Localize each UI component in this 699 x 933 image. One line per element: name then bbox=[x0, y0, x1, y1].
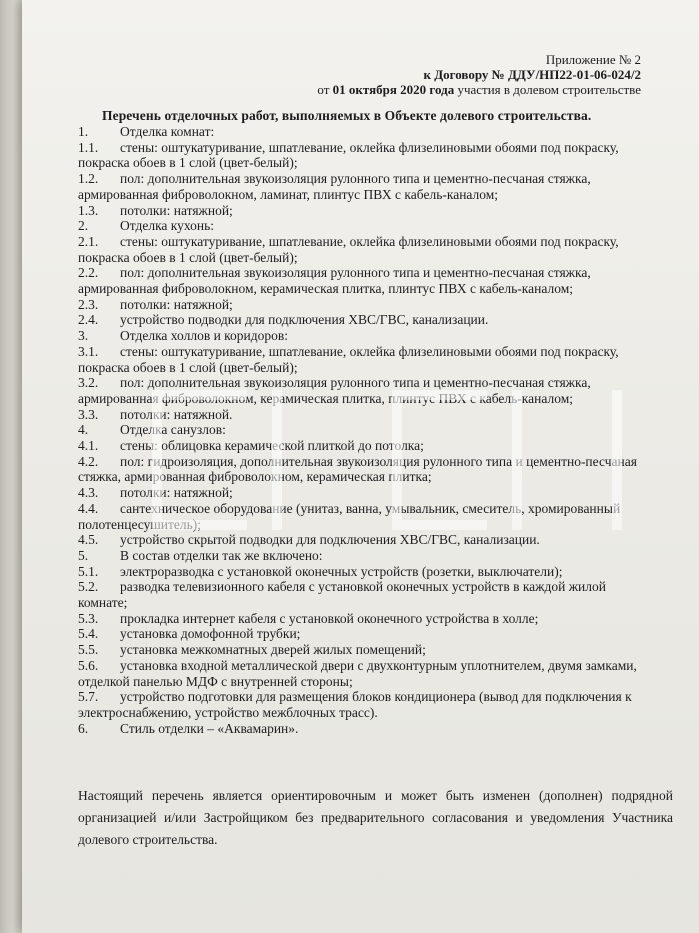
contract-date: 01 октября 2020 года bbox=[332, 82, 455, 97]
list-item bbox=[78, 642, 683, 658]
item-number: 5.3. bbox=[78, 610, 99, 626]
list-item bbox=[78, 344, 683, 360]
item-number: 2.4. bbox=[78, 312, 99, 328]
list-item bbox=[78, 391, 683, 407]
item-number: 2. bbox=[78, 218, 89, 234]
contract-number: к Договору № ДДУ/НП22-01-06-024/2 bbox=[423, 67, 641, 82]
item-number: 1.1. bbox=[78, 139, 99, 155]
list-item bbox=[78, 250, 683, 266]
contract-date-line: от 01 октября 2020 года участия в долевом строительстве bbox=[317, 82, 641, 97]
item-number: 4.2. bbox=[78, 453, 99, 469]
item-number: 1.3. bbox=[78, 202, 99, 218]
item-number: 1.2. bbox=[78, 171, 99, 187]
item-text: Стиль отделки – «Аквамарин». bbox=[120, 720, 299, 736]
item-number: 5.5. bbox=[78, 642, 99, 658]
item-text: прокладка интернет кабеля с установкой оконечного устройства в холле; bbox=[120, 610, 539, 626]
item-text: Отделка кухонь: bbox=[120, 218, 215, 234]
list-item bbox=[78, 234, 683, 250]
item-text: электроразводка с установкой оконечных устройств (розетки, выключатели); bbox=[120, 563, 563, 579]
item-number: 5. bbox=[78, 547, 89, 563]
item-text: стены: оштукатуривание, шпатлевание, оклейка флизелиновыми обоями под покраску, bbox=[120, 139, 619, 155]
list-item bbox=[78, 171, 683, 187]
item-number: 4.1. bbox=[78, 438, 99, 453]
item-number: 3.1. bbox=[78, 343, 99, 359]
item-number: 5.1. bbox=[78, 563, 99, 579]
item-text: пол: дополнительная звукоизоляция рулонного типа и цементно-песчаная стяжка, bbox=[120, 375, 591, 391]
list-item bbox=[78, 422, 683, 438]
item-text: стены: оштукатуривание, шпатлевание, оклейка флизелиновыми обоями под покраску, bbox=[120, 233, 619, 249]
document-page bbox=[22, 0, 699, 933]
item-text: установка входной металлической двери с двухконтурным уплотнителем, двумя замками, bbox=[120, 657, 637, 673]
item-text: полотенцесушитель); bbox=[78, 516, 201, 532]
list-item bbox=[78, 517, 683, 533]
item-number: 5.4. bbox=[78, 626, 99, 642]
item-number: 5.6. bbox=[78, 657, 99, 673]
list-item bbox=[78, 485, 683, 501]
list-item bbox=[78, 218, 683, 234]
item-text: В состав отделки так же включено: bbox=[120, 547, 323, 563]
list-item bbox=[78, 705, 683, 721]
item-text: установка межкомнатных дверей жилых помещений; bbox=[120, 642, 426, 658]
list-item bbox=[78, 611, 683, 627]
item-text: покраска обоев в 1 слой (цвет-белый); bbox=[78, 155, 298, 171]
list-item bbox=[78, 469, 683, 485]
item-text: устройство скрытой подводки для подключения ХВС/ГВС, канализации. bbox=[120, 532, 540, 548]
list-item bbox=[78, 328, 683, 344]
list-item bbox=[78, 532, 683, 548]
list-item bbox=[78, 187, 683, 203]
item-text: армированная фиброволокном, керамическая плитка, плинтус ПВХ с кабель-каналом; bbox=[78, 281, 573, 296]
list-item bbox=[78, 407, 683, 423]
list-item bbox=[78, 360, 683, 376]
item-text: пол: дополнительная звукоизоляция рулонного типа и цементно-песчаная стяжка, bbox=[120, 265, 591, 281]
list-item bbox=[78, 281, 683, 297]
list-item bbox=[78, 658, 683, 674]
list-item bbox=[78, 140, 683, 156]
item-number: 4.4. bbox=[78, 500, 99, 516]
item-text: электроснабжению, устройство межблочных трасс). bbox=[78, 704, 378, 720]
item-text: стяжка, армированная фиброволокном, керамическая плитка; bbox=[78, 469, 432, 485]
disclaimer-text: Настоящий перечень является ориентировочным и может быть изменен (дополнен) подрядной организацией и/или Застройщиком без предварительного согласования и уведомления Участника долевого строительства. bbox=[78, 788, 673, 847]
item-text: пол: гидроизоляция, дополнительная звукоизоляция рулонного типа и цементно-песчаная bbox=[120, 453, 637, 469]
list-item bbox=[78, 595, 683, 611]
item-number: 2.3. bbox=[78, 296, 99, 312]
item-number: 3. bbox=[78, 328, 89, 344]
appendix-header bbox=[317, 52, 641, 97]
item-text: Отделка комнат: bbox=[120, 124, 215, 139]
list-item bbox=[78, 454, 683, 470]
item-text: покраска обоев в 1 слой (цвет-белый); bbox=[78, 249, 298, 265]
list-item bbox=[78, 297, 683, 313]
item-text: устройство подготовки для размещения блоков кондиционера (вывод для подключения к bbox=[120, 689, 632, 705]
list-item bbox=[78, 438, 683, 454]
list-item bbox=[78, 674, 683, 690]
list-item bbox=[78, 155, 683, 171]
item-text: армированная фиброволокном, керамическая плитка, плинтус ПВХ с кабель-каналом; bbox=[78, 390, 573, 406]
item-text: потолки: натяжной; bbox=[120, 296, 233, 312]
item-text: потолки: натяжной; bbox=[120, 485, 233, 501]
document-binding bbox=[0, 0, 22, 933]
item-number: 4.5. bbox=[78, 532, 99, 548]
item-number: 5.2. bbox=[78, 579, 99, 595]
appendix-label: Приложение № 2 bbox=[545, 52, 641, 67]
item-text: стены: облицовка керамической плиткой до потолка; bbox=[120, 438, 424, 453]
item-text: комнате; bbox=[78, 595, 128, 610]
list-item bbox=[78, 626, 683, 642]
item-number: 4.3. bbox=[78, 485, 99, 501]
works-list bbox=[78, 124, 683, 736]
item-number: 5.7. bbox=[78, 689, 99, 705]
list-item bbox=[78, 501, 683, 517]
item-text: установка домофонной трубки; bbox=[120, 626, 301, 642]
document-title: Перечень отделочных работ, выполняемых в Объекте долевого строительства. bbox=[102, 108, 592, 123]
list-item bbox=[78, 689, 683, 705]
list-item bbox=[78, 124, 683, 140]
item-number: 1. bbox=[78, 124, 89, 139]
list-item bbox=[78, 203, 683, 219]
item-text: пол: дополнительная звукоизоляция рулонного типа и цементно-песчаная стяжка, bbox=[120, 171, 591, 187]
item-text: сантехническое оборудование (унитаз, ванна, умывальник, смеситель, хромированный bbox=[120, 500, 621, 516]
list-item bbox=[78, 265, 683, 281]
item-text: армированная фиброволокном, ламинат, плинтус ПВХ с кабель-каналом; bbox=[78, 186, 499, 202]
item-text: Отделка санузлов: bbox=[120, 422, 226, 438]
item-number: 6. bbox=[78, 720, 89, 736]
list-item bbox=[78, 579, 683, 595]
item-number: 2.1. bbox=[78, 233, 99, 249]
item-number: 4. bbox=[78, 422, 89, 438]
item-number: 3.3. bbox=[78, 406, 99, 422]
item-text: Отделка холлов и коридоров: bbox=[120, 328, 289, 344]
item-text: потолки: натяжной. bbox=[120, 406, 233, 422]
item-text: покраска обоев в 1 слой (цвет-белый); bbox=[78, 359, 298, 375]
item-number: 3.2. bbox=[78, 375, 99, 391]
item-text: разводка телевизионного кабеля с установкой оконечных устройств в каждой жилой bbox=[120, 579, 606, 595]
item-text: отделкой панелью МДФ с внутренней стороны; bbox=[78, 673, 353, 689]
item-text: потолки: натяжной; bbox=[120, 202, 233, 218]
list-item bbox=[78, 312, 683, 328]
list-item bbox=[78, 721, 683, 737]
list-item bbox=[78, 564, 683, 580]
list-item bbox=[78, 375, 683, 391]
list-item bbox=[78, 548, 683, 564]
item-text: устройство подводки для подключения ХВС/ГВС, канализации. bbox=[120, 312, 489, 328]
item-number: 2.2. bbox=[78, 265, 99, 281]
item-text: стены: оштукатуривание, шпатлевание, оклейка флизелиновыми обоями под покраску, bbox=[120, 343, 619, 359]
